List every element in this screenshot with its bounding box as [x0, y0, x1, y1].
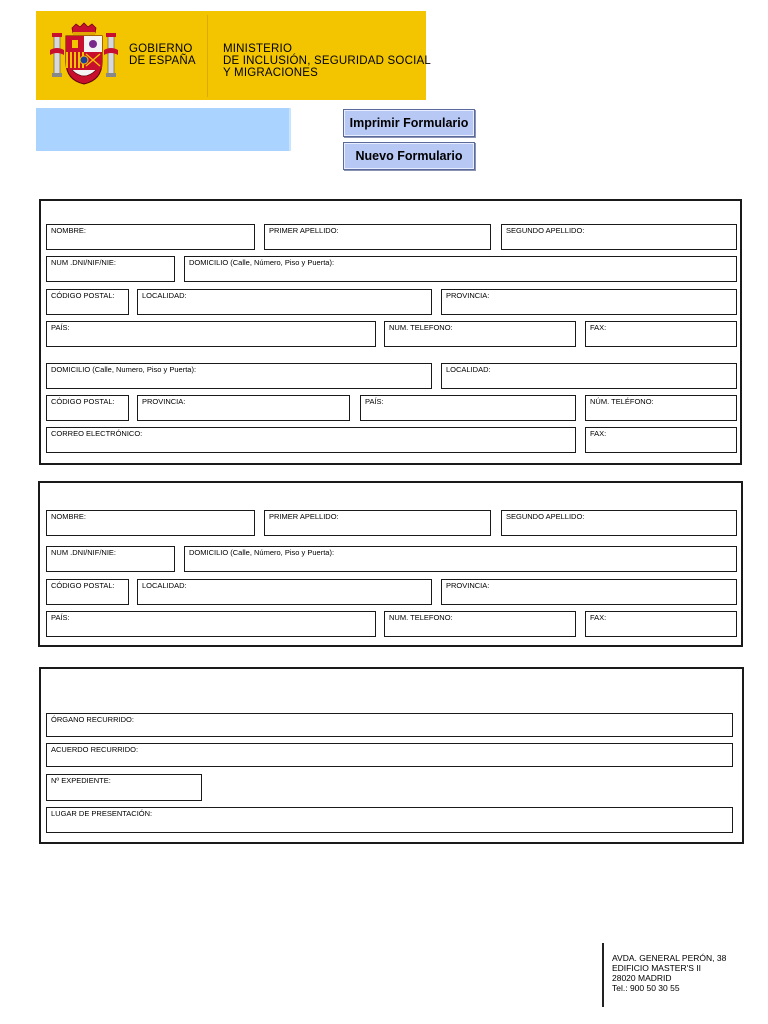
- field-label: DOMICILIO (Calle, Número, Piso y Puerta):: [189, 548, 335, 557]
- provincia-notificacion-field[interactable]: [137, 395, 350, 421]
- ministry-name-line: Y MIGRACIONES: [223, 67, 319, 79]
- fax-field[interactable]: [585, 321, 737, 347]
- address-line: 28020 MADRID: [612, 973, 672, 983]
- field-label: ÓRGANO RECURRIDO:: [51, 715, 134, 724]
- field-label: CORREO ELECTRÓNICO:: [51, 429, 143, 438]
- applicant-section: [39, 199, 742, 465]
- field-label: ACUERDO RECURRIDO:: [51, 745, 139, 754]
- telefono-field[interactable]: [384, 611, 576, 637]
- field-label: FAX:: [590, 613, 607, 622]
- field-label: CÓDIGO POSTAL:: [51, 291, 115, 300]
- localidad-field[interactable]: [137, 289, 432, 315]
- field-label: DOMICILIO (Calle, Numero, Piso y Puerta):: [51, 365, 197, 374]
- print-form-button[interactable]: Imprimir Formulario: [343, 109, 475, 137]
- codigo-postal-notificacion-field[interactable]: [46, 395, 129, 421]
- primer-apellido-field[interactable]: [264, 510, 491, 536]
- pais-notificacion-field[interactable]: [360, 395, 576, 421]
- field-label: CÓDIGO POSTAL:: [51, 581, 115, 590]
- banner-divider: [207, 15, 208, 97]
- field-label: CÓDIGO POSTAL:: [51, 397, 115, 406]
- fax-field[interactable]: [585, 611, 737, 637]
- field-label: PAÍS:: [51, 323, 70, 332]
- field-label: FAX:: [590, 429, 607, 438]
- field-label: PROVINCIA:: [446, 291, 490, 300]
- ministry-name-line: DE INCLUSIÓN, SEGURIDAD SOCIAL: [223, 55, 431, 67]
- dni-field[interactable]: [46, 256, 175, 282]
- field-label: LOCALIDAD:: [142, 291, 187, 300]
- field-label: DOMICILIO (Calle, Número, Piso y Puerta):: [189, 258, 335, 267]
- field-label: LUGAR DE PRESENTACIÓN:: [51, 809, 153, 818]
- fax-notificacion-field[interactable]: [585, 427, 737, 453]
- organo-recurrido-field[interactable]: [46, 713, 733, 737]
- telefono-field[interactable]: [384, 321, 576, 347]
- field-label: PROVINCIA:: [142, 397, 186, 406]
- field-label: SEGUNDO APELLIDO:: [506, 226, 585, 235]
- field-label: PROVINCIA:: [446, 581, 490, 590]
- telefono-notificacion-field[interactable]: [585, 395, 737, 421]
- field-label: NOMBRE:: [51, 226, 87, 235]
- field-label: PRIMER APELLIDO:: [269, 226, 339, 235]
- expediente-field[interactable]: [46, 774, 202, 801]
- appeal-section: [39, 667, 744, 844]
- government-name-line: GOBIERNO: [129, 43, 193, 55]
- address-divider: [602, 943, 604, 1007]
- field-label: PAÍS:: [51, 613, 70, 622]
- acuerdo-recurrido-field[interactable]: [46, 743, 733, 767]
- provincia-field[interactable]: [441, 289, 737, 315]
- ministry-name-line: MINISTERIO: [223, 43, 293, 55]
- pais-field[interactable]: [46, 611, 376, 637]
- field-label: FAX:: [590, 323, 607, 332]
- form-title-box: [36, 108, 291, 151]
- localidad-notificacion-field[interactable]: [441, 363, 737, 389]
- localidad-field[interactable]: [137, 579, 432, 605]
- field-label: PRIMER APELLIDO:: [269, 512, 339, 521]
- field-label: Nº EXPEDIENTE:: [51, 776, 111, 785]
- provincia-field[interactable]: [441, 579, 737, 605]
- lugar-presentacion-field[interactable]: [46, 807, 733, 833]
- field-label: NUM. TELEFONO:: [389, 323, 453, 332]
- dni-field[interactable]: [46, 546, 175, 572]
- nombre-field[interactable]: [46, 224, 255, 250]
- field-label: PAÍS:: [365, 397, 384, 406]
- phone-line: Tel.: 900 50 30 55: [612, 983, 680, 993]
- field-label: NOMBRE:: [51, 512, 87, 521]
- primer-apellido-field[interactable]: [264, 224, 491, 250]
- coat-of-arms-icon: [50, 22, 118, 88]
- field-label: SEGUNDO APELLIDO:: [506, 512, 585, 521]
- government-name-line: DE ESPAÑA: [129, 55, 196, 67]
- domicilio-field[interactable]: [184, 546, 737, 572]
- field-label: NUM. TELEFONO:: [389, 613, 453, 622]
- domicilio-notificacion-field[interactable]: [46, 363, 432, 389]
- correo-electronico-field[interactable]: [46, 427, 576, 453]
- representative-section: [38, 481, 743, 647]
- field-label: NUM .DNI/NIF/NIE:: [51, 258, 116, 267]
- domicilio-field[interactable]: [184, 256, 737, 282]
- field-label: LOCALIDAD:: [142, 581, 187, 590]
- field-label: NUM .DNI/NIF/NIE:: [51, 548, 116, 557]
- nombre-field[interactable]: [46, 510, 255, 536]
- codigo-postal-field[interactable]: [46, 579, 129, 605]
- address-line: EDIFICIO MASTER'S II: [612, 963, 701, 973]
- segundo-apellido-field[interactable]: [501, 224, 737, 250]
- field-label: NÚM. TELÉFONO:: [590, 397, 654, 406]
- new-form-button[interactable]: Nuevo Formulario: [343, 142, 475, 170]
- codigo-postal-field[interactable]: [46, 289, 129, 315]
- field-label: LOCALIDAD:: [446, 365, 491, 374]
- pais-field[interactable]: [46, 321, 376, 347]
- segundo-apellido-field[interactable]: [501, 510, 737, 536]
- address-line: AVDA. GENERAL PERÓN, 38: [612, 953, 727, 963]
